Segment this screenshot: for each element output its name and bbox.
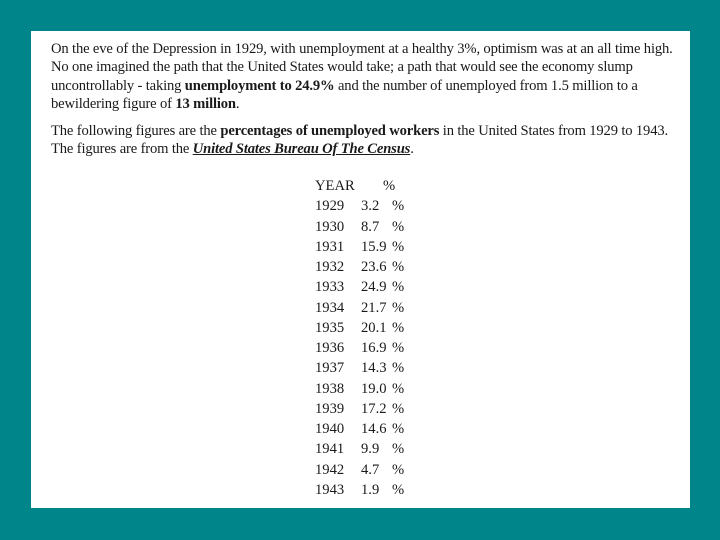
header-year: YEAR bbox=[315, 178, 355, 194]
unit-cell: % bbox=[392, 279, 405, 296]
unit-cell: % bbox=[392, 299, 405, 316]
value-cell: 19.0 bbox=[361, 380, 387, 397]
value-cell: 1.9 bbox=[361, 481, 380, 498]
year-cell: 1935 bbox=[315, 319, 345, 336]
intro-text-3: . bbox=[235, 95, 240, 112]
year-cell: 1939 bbox=[315, 400, 345, 417]
figures-paragraph bbox=[51, 122, 681, 159]
value-cell: 4.7 bbox=[361, 461, 380, 478]
year-cell: 1930 bbox=[315, 218, 345, 235]
year-cell: 1929 bbox=[315, 198, 345, 215]
year-cell: 1940 bbox=[315, 421, 345, 437]
unit-cell: % bbox=[392, 441, 405, 458]
value-cell: 8.7 bbox=[361, 218, 380, 235]
source-name: United States Bureau Of The Census bbox=[192, 141, 411, 158]
figures-text-1: The following figures are the bbox=[51, 123, 221, 139]
unit-cell: % bbox=[392, 198, 405, 215]
unit-cell: % bbox=[392, 380, 405, 397]
intro-paragraph bbox=[51, 40, 681, 113]
unit-cell: % bbox=[392, 218, 405, 235]
document-page bbox=[31, 31, 690, 508]
value-cell: 20.1 bbox=[361, 319, 387, 336]
intro-bold-13-million: 13 million bbox=[175, 95, 236, 112]
year-cell: 1942 bbox=[315, 461, 345, 478]
unit-cell: % bbox=[392, 340, 405, 356]
unit-cell: % bbox=[392, 400, 405, 417]
unit-cell: % bbox=[392, 421, 405, 437]
year-cell: 1933 bbox=[315, 279, 345, 296]
year-cell: 1931 bbox=[315, 238, 345, 255]
value-cell: 14.6 bbox=[361, 421, 387, 437]
unit-cell: % bbox=[392, 461, 405, 478]
value-cell: 14.3 bbox=[361, 360, 387, 377]
value-cell: 15.9 bbox=[361, 238, 387, 255]
year-cell: 1936 bbox=[315, 340, 345, 356]
header-percent: % bbox=[383, 178, 396, 194]
unit-cell: % bbox=[392, 259, 405, 275]
figures-text-2: in the United States from 1929 to 1943. The figures are from the bbox=[51, 123, 668, 158]
value-cell: 21.7 bbox=[361, 299, 387, 316]
unit-cell: % bbox=[392, 238, 405, 255]
unit-cell: % bbox=[392, 319, 405, 336]
value-cell: 3.2 bbox=[361, 198, 380, 215]
intro-text-1: On the eve of the Depression in 1929, with unemployment at a healthy 3%, optimism was at an all time high. No one imagined the path that the United States would take; a path that would see the economy slump uncontrollably - taking bbox=[51, 41, 673, 94]
intro-text-2: and the number of unemployed from 1.5 million to a bewildering figure of bbox=[51, 77, 638, 112]
year-cell: 1934 bbox=[315, 299, 345, 316]
intro-bold-unemployment: unemployment to 24.9% bbox=[184, 77, 335, 94]
figures-text-3: . bbox=[410, 141, 414, 158]
value-cell: 23.6 bbox=[361, 259, 387, 275]
unit-cell: % bbox=[392, 481, 405, 498]
year-cell: 1941 bbox=[315, 441, 345, 458]
year-cell: 1932 bbox=[315, 259, 345, 275]
value-cell: 24.9 bbox=[361, 279, 387, 296]
value-cell: 9.9 bbox=[361, 441, 380, 458]
value-cell: 16.9 bbox=[361, 340, 387, 356]
value-cell: 17.2 bbox=[361, 400, 387, 417]
year-cell: 1938 bbox=[315, 380, 345, 397]
figures-bold-percentages: percentages of unemployed workers bbox=[220, 123, 440, 139]
year-cell: 1943 bbox=[315, 481, 345, 498]
unit-cell: % bbox=[392, 360, 405, 377]
year-cell: 1937 bbox=[315, 360, 345, 377]
